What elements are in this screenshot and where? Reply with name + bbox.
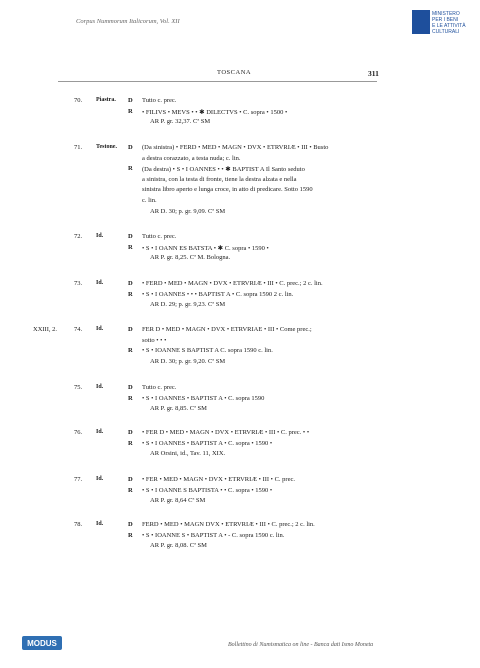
reverse-mark: R	[128, 107, 133, 115]
entry-number: 76.	[74, 429, 83, 436]
obverse-mark: D	[128, 521, 133, 528]
obverse-description: Tutto c. prec.	[142, 233, 177, 240]
obverse-mark: D	[128, 144, 133, 151]
reverse-description: (Da destra) • S • I OANNES • • ✱ BAPTIST A Il Santo seduto	[142, 166, 305, 174]
obverse-mark: D	[128, 280, 133, 287]
entry-text-line: sotto • • •	[142, 336, 167, 344]
metrology-line: AR D. 30; p. gr. 9,09. Cª SM	[150, 207, 226, 215]
obverse-description: Tutto c. prec.	[142, 97, 177, 104]
entry-text-line: a sinistra, con la testa di fronte, tiene la destra alzata e nella	[142, 175, 297, 183]
metrology-line: AR P. gr. 8,64 Cª SM	[150, 497, 206, 505]
entry-denomination: Id.	[96, 429, 104, 435]
obverse-description: • FER D • MED • MAGN • DVX • ETRVRIÆ • III • C. prec. • •	[142, 429, 310, 436]
header-rule	[58, 81, 377, 82]
plate-reference: XXIII, 2.	[33, 326, 58, 333]
metrology-line: AR D. 30; p. gr. 9,20. Cª SM	[150, 357, 226, 365]
entry-text-line: a destra corazzato, a testa nuda; c. lin.	[142, 154, 241, 162]
obverse-mark: D	[128, 97, 133, 104]
entry-number: 78.	[74, 521, 83, 528]
metrology-line: AR P. gr. 32,37. Cª SM	[150, 118, 211, 126]
metrology-line: AR P. gr. 8,25. Cª M. Bologna.	[150, 254, 231, 262]
reverse-description: • FILIVS • MEVS • • ✱ DILECTVS • C. sopra • 1500 •	[142, 108, 288, 116]
obverse-description: • FER • MED • MAGN • DVX • ETRVRIÆ • III • C. prec.	[142, 476, 295, 483]
entry-denomination: Id.	[96, 384, 104, 390]
entry-denomination: Id.	[96, 233, 104, 239]
reverse-mark: R	[128, 531, 133, 539]
obverse-description: FERD • MED • MAGN DVX • ETRVRIÆ • III • C. prec.; 2 c. lin.	[142, 521, 315, 528]
entry-denomination: Piastra.	[96, 97, 116, 103]
reverse-description: • S • IOANNE S BAPTIST A C. sopra 1590 c. lin.	[142, 347, 273, 355]
entry-denomination: Id.	[96, 280, 104, 286]
reverse-mark: R	[128, 347, 133, 355]
modus-logo-label: MODUS	[27, 639, 57, 648]
ministry-logo	[412, 10, 430, 34]
reverse-description: • S • I OANN ES BATSTA • ✱ C. sopra • 1590 •	[142, 244, 269, 252]
entry-number: 71.	[74, 144, 83, 151]
reverse-mark: R	[128, 290, 133, 298]
entry-number: 73.	[74, 280, 83, 287]
obverse-description: Tutto c. prec.	[142, 384, 177, 391]
obverse-mark: D	[128, 233, 133, 240]
reverse-mark: R	[128, 243, 133, 251]
reverse-description: • S • I OANNES • • • BAPTIST A • C. sopra 1590 2 c. lin.	[142, 290, 294, 298]
reverse-mark: R	[128, 165, 133, 173]
entry-text-line: sinistra libro aperto e lunga croce, in atto di predicare. Sotto 1590	[142, 186, 313, 194]
journal-title: Corpus Nummorum Italicorum, Vol. XII	[76, 18, 180, 25]
reverse-description: • S • IOANNE S • BAPTIST A • - C. sopra 1590 c. lin.	[142, 531, 285, 539]
reverse-description: • S • I OANNE S BAPTISTA • • C. sopra • 1590 •	[142, 486, 273, 494]
entry-number: 75.	[74, 384, 83, 391]
reverse-mark: R	[128, 394, 133, 402]
obverse-mark: D	[128, 476, 133, 483]
entry-number: 70.	[74, 97, 83, 104]
metrology-line: AR P. gr. 8,08. Cª SM	[150, 542, 207, 550]
entry-denomination: Id.	[96, 476, 104, 482]
metrology-line: AR Orsini, id., Tav. 11, XIX.	[150, 450, 226, 458]
obverse-description: (Da sinistra) • FERD • MED • MAGN • DVX • ETRVRIÆ • III • Busto	[142, 144, 329, 151]
ministry-logo-text: MINISTERO PER I BENI E LE ATTIVITÀ CULTURALI	[432, 11, 466, 35]
reverse-description: • S • I OANNES • BAPTIST A • C. sopra 1590	[142, 394, 265, 402]
obverse-mark: D	[128, 384, 133, 391]
obverse-description: FER D • MED • MAGN • DVX • ETRVRIAE • III • Come prec.;	[142, 326, 312, 333]
entry-denomination: Testone.	[96, 144, 117, 150]
reverse-mark: R	[128, 439, 133, 447]
obverse-mark: D	[128, 429, 133, 436]
metrology-line: AR D. 29; p. gr. 9,23. Cª SM	[150, 301, 226, 309]
obverse-description: • FERD • MED • MAGN • DVX • ETRVRIÆ • III • C. prec.; 2 c. lin.	[142, 280, 323, 287]
running-head-title: TOSCANA	[217, 69, 252, 76]
reverse-mark: R	[128, 486, 133, 494]
entry-denomination: Id.	[96, 326, 104, 332]
obverse-mark: D	[128, 326, 133, 333]
entry-number: 74.	[74, 326, 83, 333]
footer-credit: Bollettino di Numismatica on line - Banca dati Ismo Moneta	[228, 642, 374, 648]
page-number: 311	[368, 69, 379, 78]
entry-denomination: Id.	[96, 521, 104, 527]
entry-text-line: c. lin.	[142, 197, 157, 204]
metrology-line: AR P. gr. 8,85. Cª SM	[150, 405, 207, 413]
modus-logo	[22, 636, 62, 650]
entry-number: 77.	[74, 476, 83, 483]
entry-number: 72.	[74, 233, 83, 240]
reverse-description: • S • I OANNES • BAPTIST A • C. sopra • 1590 •	[142, 439, 273, 447]
